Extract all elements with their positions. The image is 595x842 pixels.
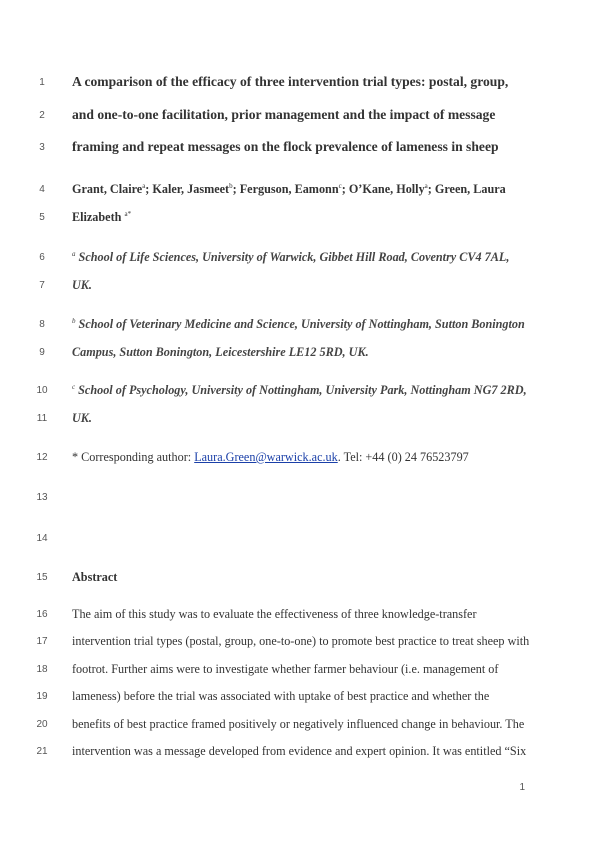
author-name: ; O’Kane, Holly xyxy=(341,182,425,196)
author-name: ; Green, Laura xyxy=(427,182,506,196)
line-number: 21 xyxy=(36,746,48,757)
line-number: 10 xyxy=(36,385,48,396)
line-number: 19 xyxy=(36,691,48,702)
line-number: 9 xyxy=(39,347,45,358)
author-affil-sup: b xyxy=(229,182,233,190)
author-affil-sup: a xyxy=(424,182,428,190)
paper-title-line: A comparison of the efficacy of three intervention trial types: postal, group, xyxy=(72,74,509,89)
author-name: ; Kaler, Jasmeet xyxy=(145,182,230,196)
affiliation-sup: b xyxy=(72,317,76,325)
abstract-line: lameness) before the trial was associated with uptake of best practice and whether the xyxy=(72,689,490,703)
line-number: 11 xyxy=(36,413,48,424)
affiliation-a xyxy=(72,250,509,265)
abstract-heading: Abstract xyxy=(72,570,118,584)
line-number: 20 xyxy=(36,719,48,730)
author-affil-sup: c xyxy=(338,182,342,190)
author-name: ; Ferguson, Eamonn xyxy=(232,182,339,196)
author-name: Elizabeth xyxy=(72,210,122,224)
line-number: 12 xyxy=(36,452,48,463)
author-list xyxy=(72,182,506,197)
affiliation-c xyxy=(72,383,527,398)
affiliation-b xyxy=(72,317,525,332)
line-number: 16 xyxy=(36,609,48,620)
page-number: 1 xyxy=(519,782,525,793)
line-number: 15 xyxy=(36,572,48,583)
abstract-line: intervention trial types (postal, group, one-to-one) to promote best practice to treat sheep with xyxy=(72,634,530,648)
line-number: 14 xyxy=(36,533,48,544)
affiliation-b-continued: Campus, Sutton Bonington, Leicestershire LE12 5RD, UK. xyxy=(72,345,369,359)
author-affil-sup: a* xyxy=(124,210,132,218)
line-number: 4 xyxy=(39,184,45,195)
author-name: Grant, Claire xyxy=(72,182,143,196)
line-number: 2 xyxy=(39,110,45,121)
corresponding-prefix: * Corresponding author: xyxy=(72,450,195,464)
affiliation-sup: a xyxy=(72,250,76,258)
affiliation-text: School of Life Sciences, University of Warwick, Gibbet Hill Road, Coventry CV4 7AL, xyxy=(78,250,510,264)
abstract-line: The aim of this study was to evaluate the effectiveness of three knowledge-transfer xyxy=(72,607,477,621)
affiliation-c-continued: UK. xyxy=(72,411,92,425)
line-number: 7 xyxy=(39,280,45,291)
affiliation-sup: c xyxy=(72,383,76,391)
line-number: 13 xyxy=(36,492,48,503)
affiliation-a-continued: UK. xyxy=(72,278,92,292)
abstract-line: footrot. Further aims were to investigate whether farmer behaviour (i.e. management of xyxy=(72,662,499,676)
abstract-line: benefits of best practice framed positively or negatively influenced change in behaviour. The xyxy=(72,717,525,731)
paper-title-line: framing and repeat messages on the flock prevalence of lameness in sheep xyxy=(72,139,499,154)
line-number: 8 xyxy=(39,319,45,330)
line-number: 6 xyxy=(39,252,45,263)
line-number: 18 xyxy=(36,664,48,675)
line-number: 3 xyxy=(39,142,45,153)
paper-title-line: and one-to-one facilitation, prior management and the impact of message xyxy=(72,107,496,122)
abstract-line: intervention was a message developed from evidence and expert opinion. It was entitled “Six xyxy=(72,744,527,758)
affiliation-text: School of Veterinary Medicine and Science, University of Nottingham, Sutton Bonington xyxy=(78,317,525,331)
line-number: 5 xyxy=(39,212,45,223)
author-list-continued xyxy=(72,210,131,225)
line-number: 17 xyxy=(36,636,48,647)
line-number: 1 xyxy=(39,77,45,88)
author-affil-sup: a xyxy=(142,182,146,190)
corresponding-suffix: . Tel: +44 (0) 24 76523797 xyxy=(337,450,469,464)
affiliation-text: School of Psychology, University of Nottingham, University Park, Nottingham NG7 2RD, xyxy=(78,383,527,397)
corresponding-author xyxy=(72,450,469,465)
email-link[interactable]: Laura.Green@warwick.ac.uk xyxy=(194,450,338,464)
